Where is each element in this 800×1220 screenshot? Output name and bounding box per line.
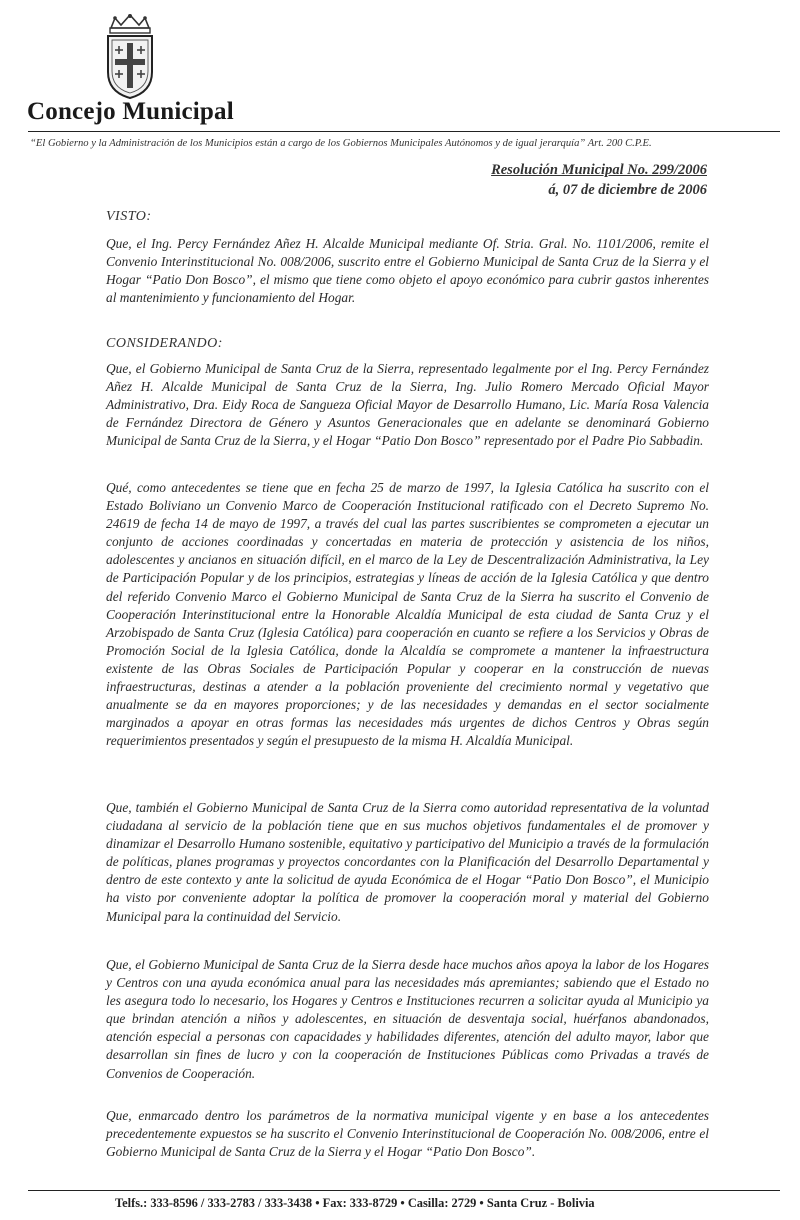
- coat-of-arms-icon: [103, 14, 157, 100]
- constitution-motto: “El Gobierno y la Administración de los Municipios están a cargo de los Gobiernos Municipales Autónomos y de igual jerarquía” Art. 200 C.P.E.: [30, 138, 652, 149]
- paragraph-considerando-1: Que, el Gobierno Municipal de Santa Cruz de la Sierra, representado legalmente por el Ing. Percy Fernández Añez H. Alcalde Municipal de Santa Cruz de la Sierra, Ing. Julio Romero Mercado Oficial Mayor Administrativo, Dra. Eidy Roca de Sangueza Oficial Mayor de Desarrollo Humano, Lic. María Rosa Valencia de Fernández Directora de Género y Asuntos Generacionales que en adelante se denominará Gobierno Municipal de Santa Cruz de la Sierra, y el Hogar “Patio Don Bosco” representado por el Padre Pio Sabbadin.: [106, 361, 709, 449]
- paragraph-visto: Que, el Ing. Percy Fernández Añez H. Alcalde Municipal mediante Of. Stria. Gral. No. 1101/2006, remite el Convenio Interinstitucional No. 008/2006, suscrito entre el Gobierno Municipal de Santa Cruz de la Sierra y el Hogar “Patio Don Bosco”, el mismo que tiene como objeto el apoyo económico para cubrir gastos inherentes al mantenimiento y funcionamiento del Hogar.: [106, 236, 709, 306]
- heading-considerando: CONSIDERANDO:: [106, 336, 223, 351]
- heading-visto: VISTO:: [106, 209, 152, 224]
- resolution-date: á, 07 de diciembre de 2006: [548, 182, 707, 198]
- paragraph-considerando-3: Que, también el Gobierno Municipal de Santa Cruz de la Sierra como autoridad representativa de la voluntad ciudadana al servicio de la población tiene que en sus muchos objetivos fundamentales el de promover y dinamizar el Desarrollo Humano sostenible, equitativo y participativo del Municipio a través de la formulación de políticas, planes programas y proyectos concordantes con la Planificación del Desarrollo Departamental y dentro de este contexto y ante la solicitud de ayuda Económica de el Hogar “Patio Don Bosco”, el Municipio ha visto por conveniente adoptar la política de promover la cooperación moral y material del Gobierno Municipal para la continuidad del Servicio.: [106, 800, 709, 924]
- footer-contact: Telfs.: 333-8596 / 333-2783 / 333-3438 • Fax: 333-8729 • Casilla: 2729 • Santa Cruz - Bolivia: [115, 1196, 595, 1210]
- paragraph-considerando-4: Que, el Gobierno Municipal de Santa Cruz de la Sierra desde hace muchos años apoya la labor de los Hogares y Centros con una ayuda económica anual para las necesidades más apremiantes; sabiendo que el Estado no les asegura todo lo necesario, los Hogares y Centros e Instituciones recurren a solicitar ayuda al Municipio ya que brindan atención a niños y adolescentes, en situación de desventaja social, huérfanos abandonados, atención especial a personas con capacidades y habilidades diferentes, atención del adulto mayor, labor que desarrollan sin fines de lucro y con la cooperación de Instituciones Públicas como Privadas a través de Convenios de Cooperación.: [106, 957, 709, 1081]
- footer-divider: [28, 1190, 780, 1191]
- paragraph-considerando-5: Que, enmarcado dentro los parámetros de la normativa municipal vigente y en base a los antecedentes precedentemente expuestos se ha suscrito el Convenio Interinstitucional de Cooperación No. 008/2006, entre el Gobierno Municipal de Santa Cruz de la Sierra y el Hogar “Patio Don Bosco”.: [106, 1108, 709, 1160]
- brand-title: Concejo Municipal: [27, 98, 234, 125]
- header-divider: [28, 131, 780, 132]
- paragraph-considerando-2: Qué, como antecedentes se tiene que en fecha 25 de marzo de 1997, la Iglesia Católica ha suscrito con el Estado Boliviano un Convenio Marco de Cooperación Institucional ratificado con el Decreto Supremo No. 24619 de fecha 14 de mayo de 1997, a través del cual las partes suscribientes se comprometen a ejecutar un conjunto de acciones coordinadas y concertadas en materia de protección y asistencia de los niños, adolescentes y ancianos en situación difícil, en el marco de la Ley de Descentralización Administrativa, la Ley de Participación Popular y de los principios, estrategias y líneas de acción de la Iglesia Católica y que dentro del referido Convenio Marco el Gobierno Municipal de Santa Cruz de la Sierra ha suscrito el Convenio de Cooperación Interinstitucional entre la Honorable Alcaldía Municipal de esta ciudad de Santa Cruz y el Arzobispado de Santa Cruz (Iglesia Católica) para cooperación en cuanto se refiere a los Servicios y Obras de Promoción Social de la Iglesia Católica, donde la Alcaldía se compromete a mantener la infraestructura existente de las Obras Sociales de Participación Popular y cooperar en la construcción de nuevas infraestructuras, destinas a atender a la población proveniente del crecimiento normal y vegetativo que anualmente se da en mayores proporciones; y de las necesidades y demandas en el sector socialmente marginados a apoyar en otras formas las necesidades más urgentes de dichos Centros y Obras según requerimientos presentados y según el presupuesto de la misma H. Alcaldía Municipal.: [106, 480, 709, 749]
- resolution-title: Resolución Municipal No. 299/2006: [491, 162, 707, 178]
